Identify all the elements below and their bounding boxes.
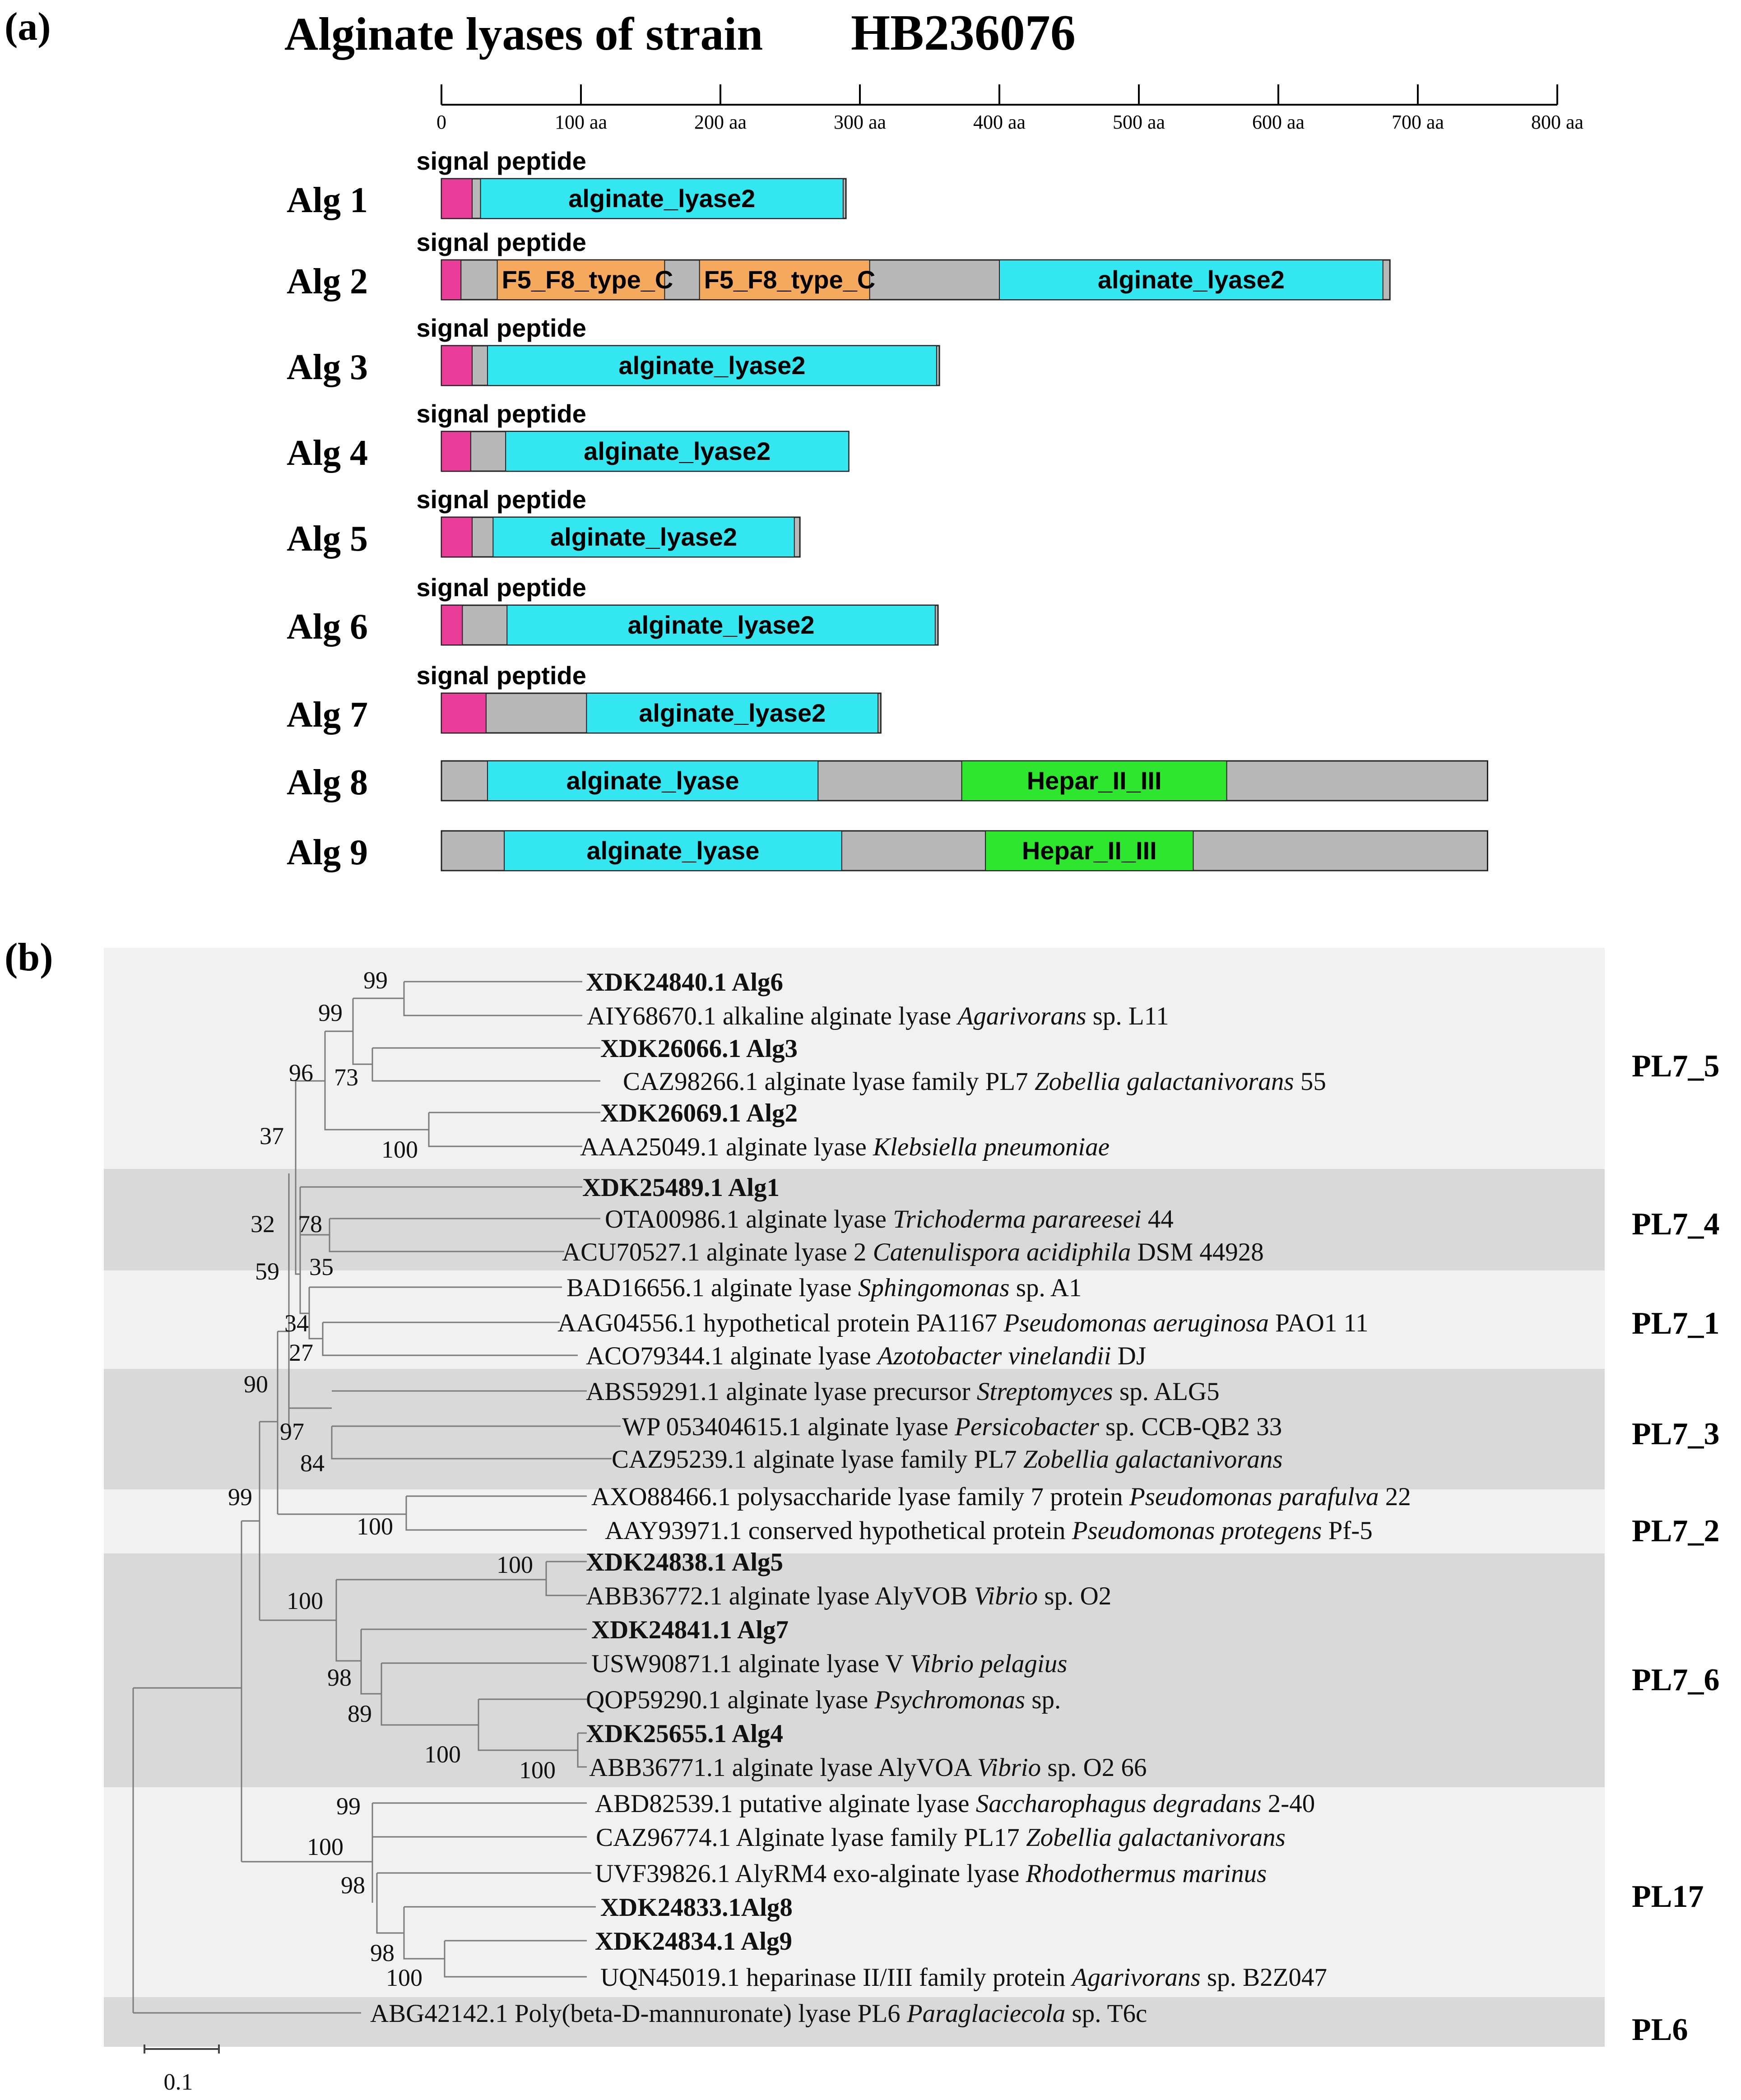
taxon-accession: XDK24840.1	[586, 968, 727, 997]
signal-peptide-label: signal peptide	[416, 228, 586, 256]
taxon-description: alkaline alginate lyase	[722, 1002, 952, 1030]
taxon-organism: Pseudomonas parafulva	[1129, 1483, 1379, 1511]
protein-name: Alg 8	[287, 763, 368, 802]
domain-label: alginate_lyase	[566, 766, 739, 795]
protein-2	[287, 228, 1390, 301]
signal-peptide-block	[441, 260, 461, 300]
panel-b	[5, 936, 1719, 2095]
protein-name: Alg 3	[287, 348, 368, 387]
taxon-label	[595, 1789, 1315, 1818]
bootstrap-value: 89	[348, 1700, 372, 1727]
taxon-description: alginate lyase V	[738, 1650, 904, 1678]
taxon-strain: 22	[1385, 1483, 1411, 1511]
taxon-description: Alg6	[732, 968, 784, 997]
taxon-accession: XDK25489.1	[582, 1173, 723, 1202]
taxon-accession: OTA00986.1	[605, 1205, 739, 1233]
domain-label: F5_F8_type_C	[704, 265, 876, 294]
taxon-accession: AAY93971.1	[605, 1516, 742, 1545]
bootstrap-value: 98	[341, 1872, 365, 1899]
taxon-accession: ACO79344.1	[586, 1342, 724, 1370]
bootstrap-value: 27	[289, 1339, 313, 1366]
taxon-organism: Streptomyces	[976, 1377, 1113, 1406]
bootstrap-value: 73	[334, 1064, 358, 1091]
taxon-strain: 2-40	[1267, 1789, 1315, 1818]
taxon-label	[600, 1099, 798, 1127]
taxon-strain: sp. B2Z047	[1207, 1963, 1327, 1992]
bootstrap-value: 100	[381, 1136, 418, 1163]
taxon-label	[557, 1309, 1369, 1337]
bootstrap-value: 90	[244, 1371, 268, 1398]
taxon-organism: Sphingomonas	[858, 1274, 1010, 1302]
taxon-description: alginate lyase family PL7	[764, 1067, 1028, 1096]
protein-name: Alg 7	[287, 695, 368, 735]
taxon-accession: USW90871.1	[591, 1650, 732, 1678]
taxon-description: hypothetical protein PA1167	[703, 1309, 998, 1337]
taxon-strain: DSM 44928	[1137, 1238, 1264, 1266]
taxon-label	[596, 1823, 1286, 1852]
taxon-description: Alg7	[737, 1616, 789, 1644]
taxon-accession: AAA25049.1	[580, 1133, 720, 1161]
protein-5	[287, 485, 800, 559]
family-label: PL7_5	[1632, 1049, 1720, 1084]
protein-6	[287, 573, 938, 647]
domain-label: alginate_lyase2	[568, 184, 756, 213]
ruler-tick-label: 0	[436, 111, 446, 133]
protein-architectures	[287, 147, 1488, 872]
taxon-organism: Paraglaciecola	[906, 1999, 1066, 2028]
signal-peptide-label: signal peptide	[416, 573, 586, 602]
family-label: PL7_2	[1632, 1514, 1720, 1548]
taxon-organism: Klebsiella pneumoniae	[873, 1133, 1110, 1161]
taxon-accession: ABG42142.1	[370, 1999, 508, 2028]
taxon-accession: XDK24838.1	[586, 1548, 727, 1576]
taxon-description: conserved hypothetical protein	[748, 1516, 1066, 1545]
taxon-strain: sp.	[1031, 1686, 1061, 1714]
taxon-description: AlyRM4 exo-alginate lyase	[735, 1859, 1020, 1888]
taxon-organism: Pseudomonas protegens	[1072, 1516, 1322, 1545]
taxon-description: alginate lyase family PL7	[753, 1445, 1017, 1474]
length-ruler	[436, 84, 1583, 133]
taxon-label	[582, 1173, 780, 1202]
taxon-description: Poly(beta-D-mannuronate) lyase PL6	[514, 1999, 901, 2028]
bootstrap-value: 32	[251, 1210, 275, 1238]
family-label: PL17	[1632, 1879, 1704, 1914]
ruler-tick-label: 100 aa	[554, 111, 608, 133]
taxon-accession: UVF39826.1	[595, 1859, 730, 1888]
taxon-description: alginate lyase	[808, 1413, 948, 1441]
family-label: PL7_1	[1632, 1306, 1720, 1341]
taxon-description: Alg4	[732, 1720, 784, 1748]
taxon-strain: PAO1 11	[1275, 1309, 1369, 1337]
taxon-description: polysaccharide lyase family 7 protein	[737, 1483, 1123, 1511]
panel-b-label: (b)	[5, 936, 53, 979]
family-label: PL7_6	[1632, 1663, 1720, 1697]
taxon-label	[370, 1999, 1147, 2028]
taxon-organism: Vibrio	[974, 1582, 1038, 1610]
taxon-label	[591, 1483, 1411, 1511]
taxon-accession: AIY68670.1	[587, 1002, 716, 1030]
signal-peptide-label: signal peptide	[416, 485, 586, 514]
taxon-label	[622, 1413, 1282, 1441]
signal-peptide-label: signal peptide	[416, 399, 586, 428]
taxon-label	[612, 1445, 1283, 1474]
taxon-description: alginate lyase	[746, 1205, 887, 1233]
scale-bar	[144, 2044, 219, 2095]
taxon-organism: Persicobacter	[955, 1413, 1099, 1441]
protein-name: Alg 9	[287, 833, 368, 872]
taxon-strain: sp. O2	[1044, 1582, 1112, 1610]
taxon-organism: Catenulispora acidiphila	[873, 1238, 1131, 1266]
taxon-strain: 44	[1147, 1205, 1174, 1233]
bootstrap-value: 100	[357, 1513, 393, 1540]
ruler-tick-label: 400 aa	[973, 111, 1026, 133]
taxon-label	[586, 968, 783, 997]
taxon-label	[586, 1720, 783, 1748]
ruler-tick-label: 600 aa	[1252, 111, 1305, 133]
taxon-strain: 55	[1300, 1067, 1326, 1096]
taxon-strain: sp. A1	[1016, 1274, 1082, 1302]
bootstrap-value: 100	[519, 1757, 556, 1784]
taxon-organism: Zobellia galactanivorans	[1034, 1067, 1294, 1096]
domain-label: alginate_lyase2	[618, 351, 806, 380]
taxon-label	[580, 1133, 1110, 1161]
protein-name: Alg 5	[287, 519, 368, 559]
taxon-organism: Azotobacter vinelandii	[877, 1342, 1111, 1370]
taxon-accession: BAD16656.1	[566, 1274, 705, 1302]
taxon-accession: AXO88466.1	[591, 1483, 731, 1511]
taxon-description: putative alginate lyase	[739, 1789, 970, 1818]
protein-3	[287, 314, 939, 387]
taxon-label	[605, 1516, 1373, 1545]
taxon-description: Alg2	[746, 1099, 798, 1127]
signal-peptide-block	[441, 605, 462, 645]
protein-name: Alg 1	[287, 181, 368, 220]
taxon-accession: QOP59290.1	[586, 1686, 721, 1714]
signal-peptide-block	[441, 517, 472, 557]
taxon-label	[566, 1274, 1082, 1302]
taxon-description: Alg3	[746, 1034, 798, 1063]
taxon-description: alginate lyase	[727, 1686, 868, 1714]
signal-peptide-label: signal peptide	[416, 147, 586, 175]
signal-peptide-block	[441, 346, 472, 385]
taxon-description: alginate lyase precursor	[726, 1377, 970, 1406]
protein-name: Alg 4	[287, 433, 368, 473]
taxon-strain: sp. T6c	[1072, 1999, 1147, 2028]
taxon-accession: AAG04556.1	[557, 1309, 697, 1337]
protein-9	[287, 831, 1488, 872]
taxon-strain: Pf-5	[1328, 1516, 1373, 1545]
ruler-tick-label: 300 aa	[833, 111, 887, 133]
taxon-accession: UQN45019.1	[600, 1963, 740, 1992]
taxon-description: Alg8	[741, 1893, 793, 1922]
taxon-description: alginate lyase 2	[706, 1238, 867, 1266]
bootstrap-value: 34	[284, 1310, 309, 1337]
signal-peptide-block	[441, 693, 486, 733]
panel-a-title-left: Alginate lyases of strain	[284, 8, 763, 60]
taxon-label	[595, 1927, 792, 1956]
taxon-label	[589, 1753, 1147, 1782]
domain-label: alginate_lyase	[586, 836, 760, 865]
taxon-label	[600, 1963, 1327, 1992]
domain-label: alginate_lyase2	[627, 611, 815, 639]
taxon-strain: DJ	[1117, 1342, 1147, 1370]
protein-8	[287, 761, 1488, 802]
taxon-accession: XDK26066.1	[600, 1034, 741, 1063]
bootstrap-value: 98	[370, 1939, 395, 1966]
bootstrap-value: 100	[424, 1741, 461, 1768]
taxon-description: alginate lyase AlyVOA	[732, 1753, 971, 1782]
family-label: PL7_4	[1632, 1207, 1720, 1242]
taxon-accession: XDK26069.1	[600, 1099, 741, 1127]
domain-label: alginate_lyase2	[1097, 265, 1285, 294]
bootstrap-value: 59	[255, 1258, 279, 1285]
domain-label: F5_F8_type_C	[501, 265, 673, 294]
panel-a	[5, 5, 1583, 872]
taxon-organism: Agarivorans	[1072, 1963, 1201, 1992]
domain-label: alginate_lyase2	[550, 523, 738, 551]
ruler-tick-label: 700 aa	[1391, 111, 1444, 133]
taxon-strain: sp. O2 66	[1047, 1753, 1147, 1782]
taxon-organism: Vibrio pelagius	[910, 1650, 1068, 1678]
taxon-description: heparinase II/III family protein	[746, 1963, 1066, 1992]
taxon-label	[586, 1582, 1111, 1610]
bootstrap-value: 84	[300, 1450, 325, 1477]
taxon-label	[595, 1859, 1267, 1888]
taxon-organism: Zobellia galactanivorans	[1023, 1445, 1283, 1474]
protein-4	[287, 399, 849, 473]
protein-name: Alg 2	[287, 262, 368, 301]
taxon-label	[600, 1893, 793, 1922]
taxon-label	[562, 1238, 1264, 1266]
taxon-organism: Pseudomonas aeruginosa	[1003, 1309, 1269, 1337]
signal-peptide-label: signal peptide	[416, 661, 586, 690]
bootstrap-value: 78	[298, 1210, 322, 1238]
taxon-description: alginate lyase	[710, 1274, 852, 1302]
protein-1	[287, 147, 846, 220]
taxon-organism: Vibrio	[977, 1753, 1041, 1782]
taxon-organism: Saccharophagus degradans	[975, 1789, 1262, 1818]
taxon-accession: CAZ98266.1	[623, 1067, 758, 1096]
taxon-organism: Psychromonas	[874, 1686, 1026, 1714]
taxon-description: Alg1	[728, 1173, 780, 1202]
taxon-label	[600, 1034, 798, 1063]
taxon-label	[605, 1205, 1174, 1233]
taxon-accession: XDK24834.1	[595, 1927, 736, 1956]
signal-peptide-block	[441, 431, 471, 471]
taxon-description: alginate lyase AlyVOB	[729, 1582, 968, 1610]
bootstrap-value: 100	[287, 1587, 323, 1614]
ruler-tick-label: 800 aa	[1531, 111, 1584, 133]
taxon-accession: ABB36772.1	[586, 1582, 723, 1610]
bootstrap-value: 98	[327, 1664, 352, 1691]
domain-label: Hepar_II_III	[1026, 766, 1162, 795]
taxon-strain: sp. ALG5	[1119, 1377, 1220, 1406]
protein-7	[287, 661, 881, 735]
ruler-tick-label: 500 aa	[1112, 111, 1165, 133]
taxon-organism: Agarivorans	[957, 1002, 1086, 1030]
taxon-accession: CAZ96774.1	[596, 1823, 731, 1852]
taxon-description: alginate lyase	[730, 1342, 871, 1370]
taxon-strain: sp. L11	[1092, 1002, 1169, 1030]
taxon-accession: ABD82539.1	[595, 1789, 733, 1818]
bootstrap-value: 99	[228, 1483, 252, 1511]
taxon-accession: XDK24841.1	[591, 1616, 732, 1644]
bootstrap-value: 97	[280, 1418, 304, 1445]
scale-bar-label: 0.1	[163, 2069, 193, 2095]
taxon-description: Alginate lyase family PL17	[736, 1823, 1020, 1852]
ruler-tick-label: 200 aa	[694, 111, 747, 133]
taxon-accession: WP 053404615.1	[622, 1413, 801, 1441]
taxon-label	[586, 1377, 1220, 1406]
domain-label: alginate_lyase2	[584, 437, 771, 465]
panel-a-title-right: HB236076	[851, 5, 1076, 61]
signal-peptide-block	[441, 179, 472, 218]
taxon-label	[586, 1342, 1146, 1370]
taxon-strain: sp. CCB-QB2 33	[1105, 1413, 1282, 1441]
signal-peptide-label: signal peptide	[416, 314, 586, 342]
bootstrap-value: 37	[260, 1122, 284, 1150]
domain-label: alginate_lyase2	[639, 699, 826, 727]
taxon-label	[623, 1067, 1326, 1096]
bootstrap-value: 99	[336, 1793, 361, 1820]
bootstrap-value: 100	[497, 1551, 533, 1578]
taxon-accession: ABS59291.1	[586, 1377, 720, 1406]
taxon-label	[591, 1616, 789, 1644]
taxon-accession: XDK25655.1	[586, 1720, 727, 1748]
domain-label: Hepar_II_III	[1021, 836, 1157, 865]
taxon-description: alginate lyase	[726, 1133, 867, 1161]
protein-name: Alg 6	[287, 607, 368, 647]
taxon-description: Alg9	[741, 1927, 793, 1956]
bootstrap-value: 96	[289, 1059, 313, 1086]
taxon-accession: ACU70527.1	[562, 1238, 700, 1266]
taxon-label	[587, 1002, 1169, 1030]
taxon-organism: Zobellia galactanivorans	[1026, 1823, 1286, 1852]
taxon-accession: XDK24833.1	[600, 1893, 741, 1922]
taxon-accession: CAZ95239.1	[612, 1445, 747, 1474]
bootstrap-value: 99	[318, 999, 343, 1026]
panel-a-label: (a)	[5, 5, 51, 49]
bootstrap-value: 99	[363, 967, 388, 994]
taxon-label	[586, 1686, 1061, 1714]
taxon-organism: Trichoderma parareesei	[893, 1205, 1142, 1233]
family-label: PL6	[1632, 2012, 1688, 2047]
bootstrap-value: 35	[309, 1253, 334, 1280]
taxon-organism: Rhodothermus marinus	[1026, 1859, 1267, 1888]
taxon-description: Alg5	[732, 1548, 784, 1576]
family-label: PL7_3	[1632, 1417, 1720, 1451]
taxon-label	[586, 1548, 783, 1576]
taxon-accession: ABB36771.1	[589, 1753, 726, 1782]
bootstrap-value: 100	[307, 1833, 344, 1860]
bootstrap-value: 100	[386, 1964, 422, 1991]
taxon-label	[591, 1650, 1067, 1678]
